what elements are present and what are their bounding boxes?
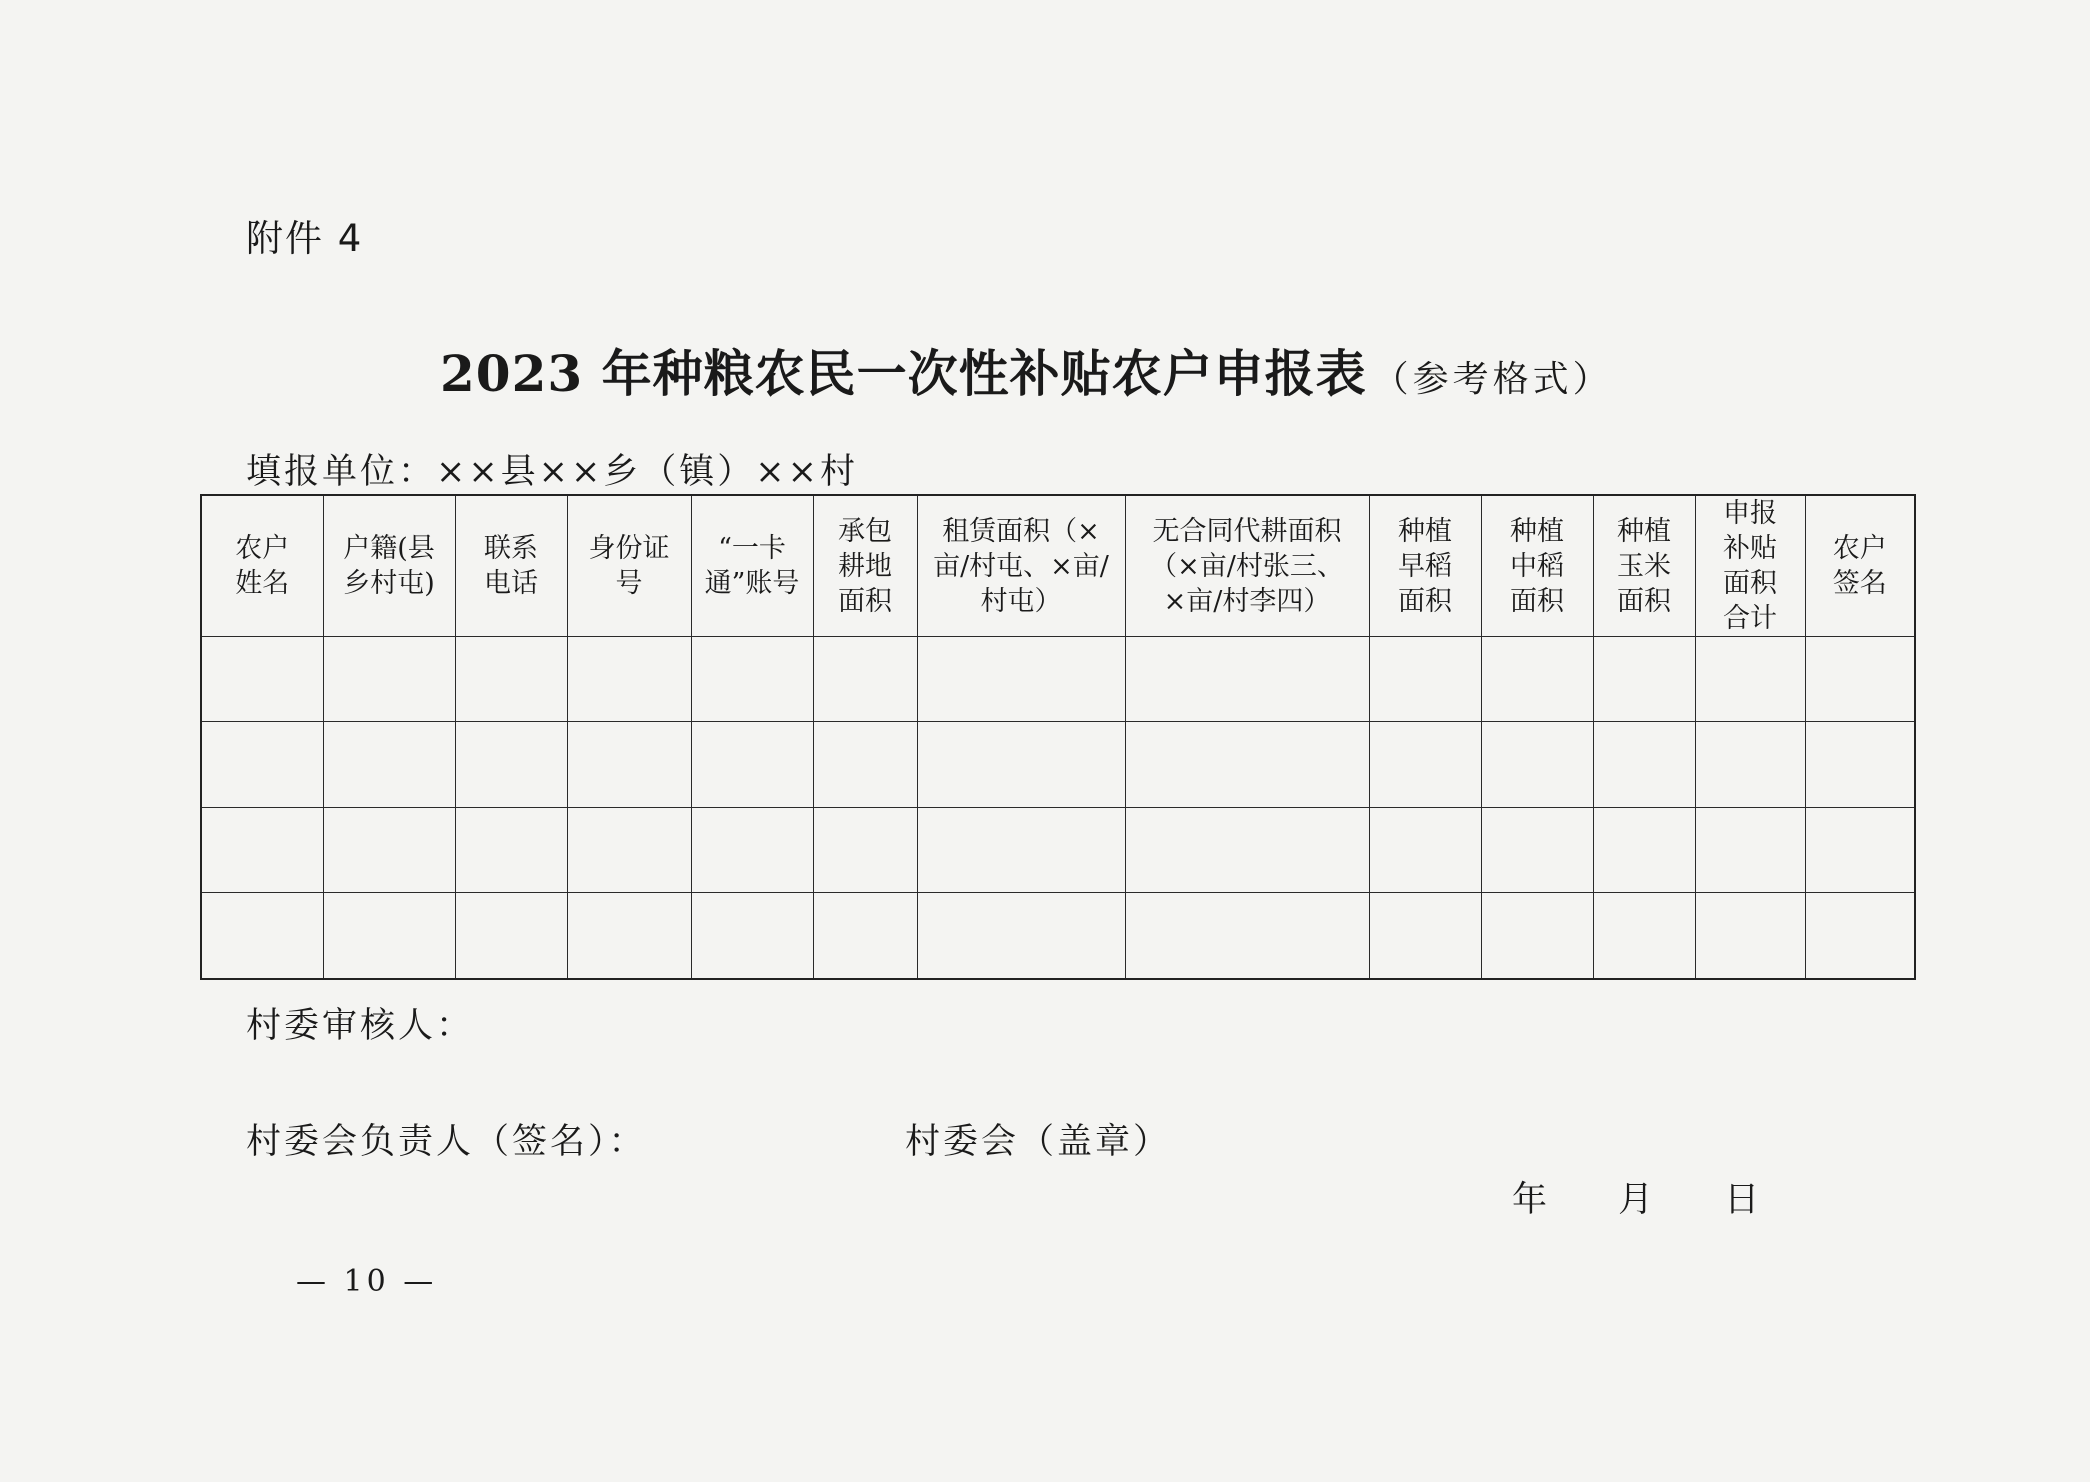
attachment-label: 附件 4 (246, 217, 364, 260)
table-row (201, 893, 1915, 979)
header-uncontracted-proxy-area: 无合同代耕面积（×亩/村张三、×亩/村李四） (1125, 495, 1369, 637)
table-cell (567, 893, 691, 979)
table-cell (1369, 893, 1481, 979)
table-cell (201, 893, 323, 979)
header-name: 农户姓名 (201, 495, 323, 637)
table-cell (567, 807, 691, 892)
table-cell (1593, 807, 1695, 892)
table-cell (813, 637, 917, 722)
table-header-row (201, 495, 1915, 637)
table-cell (1125, 893, 1369, 979)
table-cell (1805, 637, 1915, 722)
table-cell (917, 722, 1125, 807)
table-cell (455, 637, 567, 722)
table-cell (691, 637, 813, 722)
header-total-subsidy-area: 申报补贴面积合计 (1695, 495, 1805, 637)
table-cell (1593, 893, 1695, 979)
table-row (201, 722, 1915, 807)
table-cell (1125, 637, 1369, 722)
header-leased-area: 租赁面积（×亩/村屯、×亩/村屯） (917, 495, 1125, 637)
table-cell (1695, 893, 1805, 979)
header-early-rice-area: 种植早稻面积 (1369, 495, 1481, 637)
table-cell (323, 893, 455, 979)
table-cell (813, 722, 917, 807)
form-title-main: 2023 年种粮农民一次性补贴农户申报表 (440, 344, 1367, 403)
table-cell (813, 807, 917, 892)
page-number: — 10 — (296, 1264, 438, 1299)
village-reviewer-label: 村委审核人： (246, 1006, 475, 1046)
table-cell (455, 722, 567, 807)
table-cell (1695, 637, 1805, 722)
table-cell (1695, 722, 1805, 807)
table-cell (1805, 893, 1915, 979)
table-cell (455, 893, 567, 979)
table-cell (323, 807, 455, 892)
header-mid-rice-area: 种植中稻面积 (1481, 495, 1593, 637)
table-row (201, 807, 1915, 892)
form-title-sub: （参考格式） (1372, 359, 1613, 400)
table-cell (323, 637, 455, 722)
header-farmer-signature: 农户签名 (1805, 495, 1915, 637)
date-line: 年 月 日 (1512, 1180, 1790, 1220)
header-card-account: “一卡通”账号 (691, 495, 813, 637)
table-cell (201, 637, 323, 722)
village-leader-signature-label: 村委会负责人（签名）： (246, 1122, 647, 1162)
table-cell (1805, 722, 1915, 807)
table-cell (1593, 637, 1695, 722)
table-cell (917, 893, 1125, 979)
table-cell (691, 893, 813, 979)
table-cell (1481, 637, 1593, 722)
table-cell (1481, 893, 1593, 979)
table-cell (323, 722, 455, 807)
table-cell (1125, 722, 1369, 807)
header-contracted-land-area: 承包耕地面积 (813, 495, 917, 637)
table-cell (1593, 722, 1695, 807)
table-cell (691, 807, 813, 892)
header-corn-area: 种植玉米面积 (1593, 495, 1695, 637)
table-cell (691, 722, 813, 807)
table-cell (1369, 807, 1481, 892)
subsidy-application-table (200, 494, 1916, 980)
table-cell (567, 722, 691, 807)
table-cell (1125, 807, 1369, 892)
header-household-registration: 户籍(县乡村屯) (323, 495, 455, 637)
table-cell (1369, 722, 1481, 807)
table-cell (813, 893, 917, 979)
table-cell (201, 807, 323, 892)
village-committee-seal-label: 村委会（盖章） (905, 1122, 1172, 1162)
header-id-number: 身份证号 (567, 495, 691, 637)
header-phone: 联系电话 (455, 495, 567, 637)
table-row (201, 637, 1915, 722)
table-cell (917, 637, 1125, 722)
table-cell (1805, 807, 1915, 892)
table-cell (567, 637, 691, 722)
table-cell (1481, 807, 1593, 892)
table-cell (455, 807, 567, 892)
fill-unit: 填报单位：××县××乡（镇）××村 (246, 452, 858, 492)
table-cell (1369, 637, 1481, 722)
form-title (440, 334, 1613, 406)
table-cell (1481, 722, 1593, 807)
table-cell (201, 722, 323, 807)
table-cell (917, 807, 1125, 892)
table-cell (1695, 807, 1805, 892)
